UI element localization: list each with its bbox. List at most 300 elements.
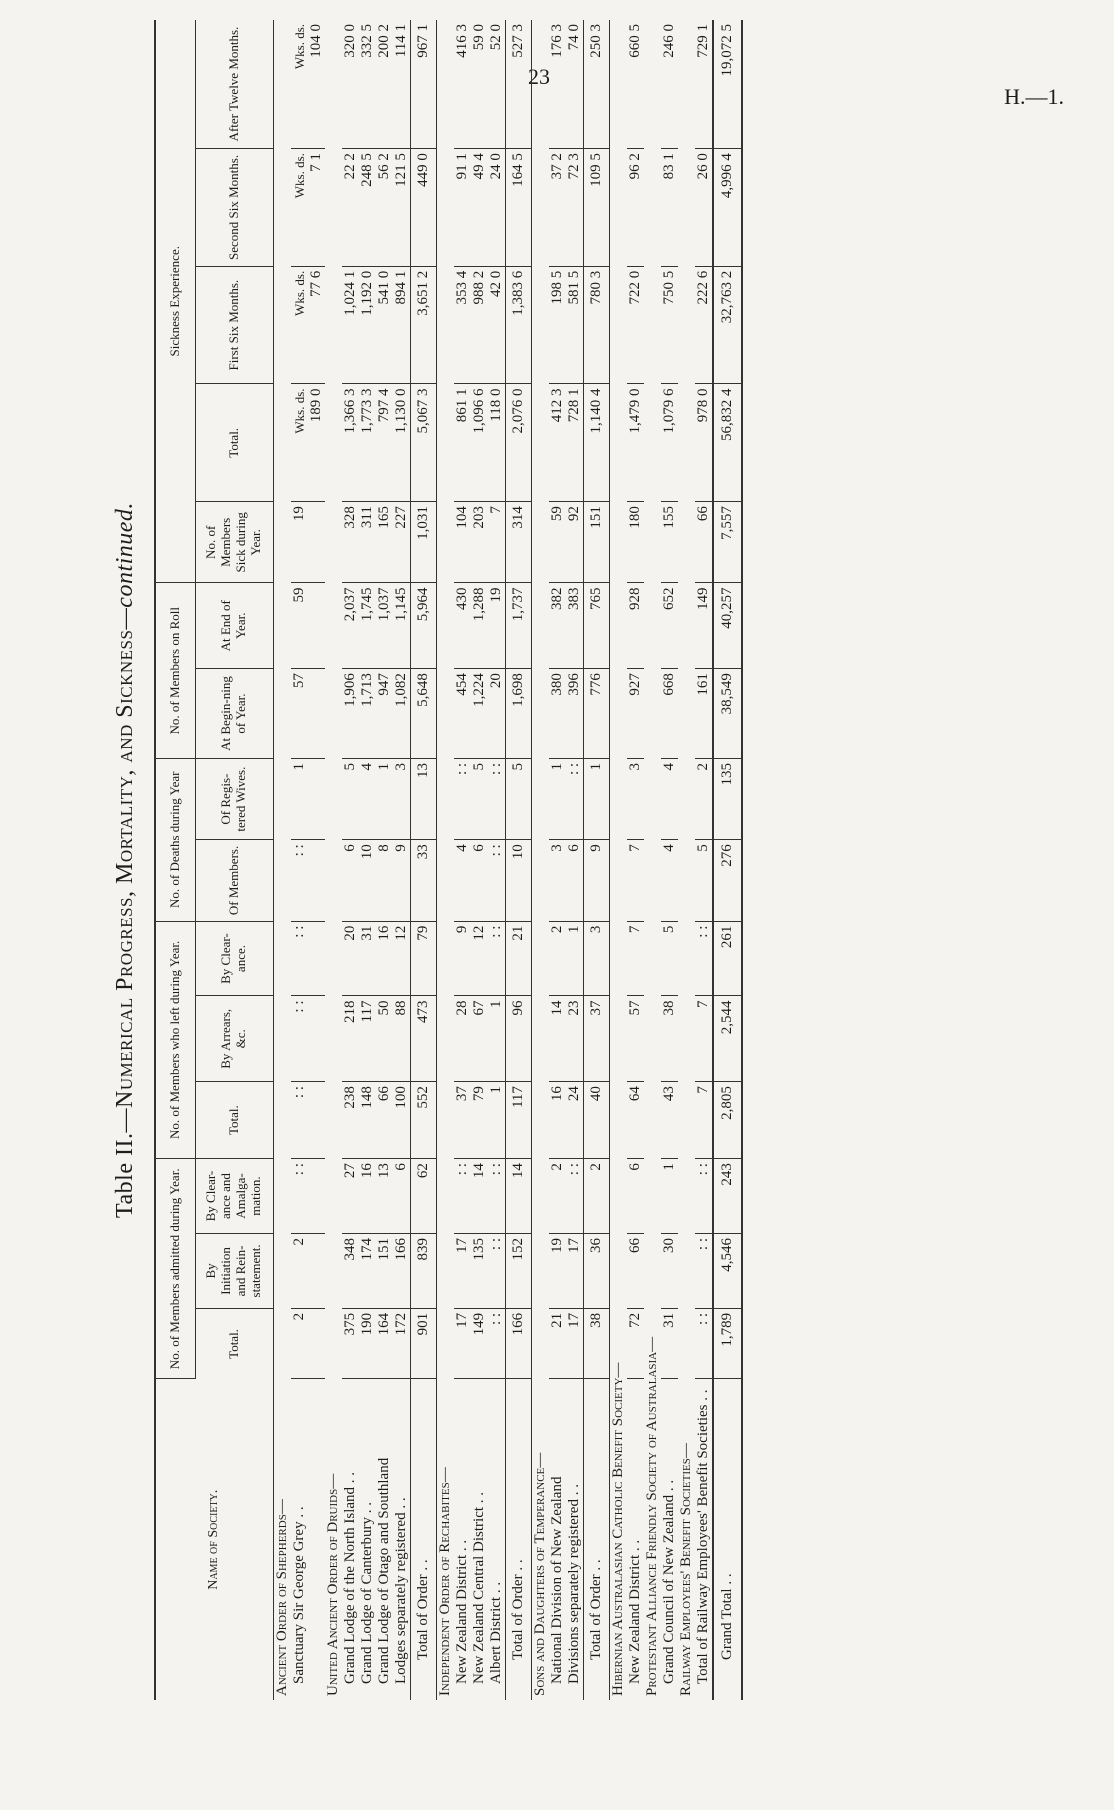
cell-deaths-members: 9: [393, 840, 411, 921]
cell-sick-count: 165: [376, 502, 393, 583]
cell-left-total: 117: [505, 1082, 531, 1159]
cell-left-arrears: 37: [583, 996, 609, 1082]
grand-total-row: [713, 20, 742, 1700]
cell-sick-after-twelve: 250 3: [583, 20, 609, 149]
header-left-clearance: By Clear-ance.: [195, 921, 273, 996]
cell-deaths-wives: 1: [549, 758, 566, 839]
cell-sick-count: 19: [291, 502, 325, 583]
cell-admitted-total: 190: [359, 1308, 376, 1379]
cell-sick-second-six: 72 3: [566, 149, 584, 267]
cell-roll-beginning: 396: [566, 669, 584, 759]
table-row: [291, 20, 325, 1700]
cell-left-arrears: 7: [695, 996, 713, 1082]
table-caption-main: Numerical Progress, Mortality, and Sickness: [112, 629, 138, 1108]
cell-sick-after-twelve: 527 3: [505, 20, 531, 149]
cell-deaths-members: 276: [713, 840, 742, 921]
cell-sick-after-twelve: 176 3: [549, 20, 566, 149]
cell-deaths-wives: 135: [713, 758, 742, 839]
table-caption: [100, 20, 150, 1700]
cell-sick-second-six: 24 0: [488, 149, 506, 267]
society-name-cell: Ancient Order of Shepherds—: [273, 1499, 290, 1696]
table-row: [695, 20, 713, 1700]
cell-left-clearance: 1: [566, 921, 584, 996]
statistics-table: [154, 20, 743, 1700]
header-sick-count: No. of Members Sick during Year.: [195, 502, 273, 583]
cell-sick-total: 5,067 3: [410, 384, 436, 502]
cell-sick-first-six: Wks. ds. 77 6: [291, 266, 325, 384]
cell-roll-beginning: 5,648: [410, 669, 436, 759]
cell-roll-end: 149: [695, 583, 713, 669]
cell-left-clearance: 31: [359, 921, 376, 996]
cell-left-total: 64: [627, 1082, 644, 1159]
society-name-cell: Independent Order of Rechabites—: [436, 1467, 453, 1696]
header-admitted-initiation: By Initiation and Rein-statement.: [195, 1234, 273, 1309]
cell-roll-beginning: 161: [695, 669, 713, 759]
cell-roll-end: 1,037: [376, 583, 393, 669]
cell-admitted-total: 172: [393, 1308, 411, 1379]
cell-deaths-wives: 2: [695, 758, 713, 839]
cell-sick-first-six: 988 2: [471, 266, 488, 384]
cell-roll-end: 430: [454, 583, 471, 669]
cell-left-clearance: 7: [627, 921, 644, 996]
cell-sick-count: 328: [342, 502, 359, 583]
cell-sick-total: 1,366 3: [342, 384, 359, 502]
cell-sick-second-six: 96 2: [627, 149, 644, 267]
cell-sick-first-six: 1,024 1: [342, 266, 359, 384]
cell-deaths-members: 10: [505, 840, 531, 921]
cell-admitted-initiation: 17: [454, 1234, 471, 1309]
table-row: [627, 20, 644, 1700]
cell-sick-after-twelve: 416 3: [454, 20, 471, 149]
society-name-cell: Total of Railway Employees' Benefit Societies . .: [694, 1389, 711, 1684]
cell-roll-beginning: 38,549: [713, 669, 742, 759]
cell-sick-count: 203: [471, 502, 488, 583]
cell-sick-after-twelve: 74 0: [566, 20, 584, 149]
cell-sick-after-twelve: 660 5: [627, 20, 644, 149]
society-heading-row: [609, 20, 627, 1700]
cell-left-total: 2,805: [713, 1082, 742, 1159]
cell-sick-after-twelve: 729 1: [695, 20, 713, 149]
rotated-table-page: [100, 20, 1110, 1700]
cell-left-clearance: 2: [549, 921, 566, 996]
cell-admitted-clearance: 6: [627, 1159, 644, 1234]
header-admitted-clearance: By Clear-ance and Amalga-mation.: [195, 1159, 273, 1234]
cell-admitted-total: 166: [505, 1308, 531, 1379]
cell-left-clearance: 3: [583, 921, 609, 996]
cell-sick-second-six: Wks. ds. 7 1: [291, 149, 325, 267]
cell-deaths-wives: 3: [393, 758, 411, 839]
cell-sick-first-six: 42 0: [488, 266, 506, 384]
cell-deaths-wives: 1: [291, 758, 325, 839]
cell-left-total: : :: [291, 1082, 325, 1159]
cell-left-total: 24: [566, 1082, 584, 1159]
society-name-cell: Grand Lodge of the North Island . .: [341, 1471, 358, 1684]
cell-sick-first-six: 750 5: [661, 266, 678, 384]
cell-left-arrears: 1: [488, 996, 506, 1082]
cell-left-arrears: 28: [454, 996, 471, 1082]
cell-sick-first-six: 780 3: [583, 266, 609, 384]
cell-deaths-wives: : :: [454, 758, 471, 839]
cell-sick-count: 92: [566, 502, 584, 583]
cell-sick-second-six: 56 2: [376, 149, 393, 267]
cell-left-arrears: 88: [393, 996, 411, 1082]
cell-left-arrears: 23: [566, 996, 584, 1082]
cell-sick-first-six: 198 5: [549, 266, 566, 384]
cell-sick-after-twelve: 200 2: [376, 20, 393, 149]
cell-admitted-clearance: 243: [713, 1159, 742, 1234]
cell-roll-beginning: 668: [661, 669, 678, 759]
society-name-cell: Lodges separately registered . .: [392, 1497, 409, 1684]
header-left-total: Total.: [195, 1082, 273, 1159]
cell-left-clearance: 20: [342, 921, 359, 996]
cell-deaths-members: 33: [410, 840, 436, 921]
header-roll-beginning: At Begin-ning of Year.: [195, 669, 273, 759]
cell-admitted-initiation: 135: [471, 1234, 488, 1309]
cell-deaths-members: 4: [454, 840, 471, 921]
weeks-days-unit-label: Wks. ds.: [291, 270, 307, 316]
cell-sick-count: 66: [695, 502, 713, 583]
cell-admitted-initiation: 174: [359, 1234, 376, 1309]
cell-sick-first-six: 1,383 6: [505, 266, 531, 384]
cell-admitted-total: : :: [488, 1308, 506, 1379]
table-caption-prefix: Table II.—: [112, 1108, 138, 1218]
cell-sick-count: 311: [359, 502, 376, 583]
cell-roll-end: 19: [488, 583, 506, 669]
society-name-cell: Grand Total . .: [713, 1379, 742, 1700]
cell-deaths-wives: 1: [583, 758, 609, 839]
cell-left-clearance: 21: [505, 921, 531, 996]
cell-roll-beginning: 380: [549, 669, 566, 759]
weeks-days-unit-label: Wks. ds.: [291, 24, 307, 70]
cell-sick-after-twelve: 320 0: [342, 20, 359, 149]
cell-left-clearance: 12: [471, 921, 488, 996]
cell-admitted-initiation: : :: [695, 1234, 713, 1309]
cell-sick-first-six: 722 0: [627, 266, 644, 384]
cell-admitted-initiation: 30: [661, 1234, 678, 1309]
society-name-cell: Railway Employees' Benefit Societies—: [677, 1443, 694, 1696]
table-body: [273, 20, 742, 1700]
cell-sick-count: 59: [549, 502, 566, 583]
cell-admitted-initiation: 152: [505, 1234, 531, 1309]
cell-sick-total: 797 4: [376, 384, 393, 502]
cell-sick-total: 1,140 4: [583, 384, 609, 502]
cell-admitted-clearance: : :: [695, 1159, 713, 1234]
cell-admitted-total: 38: [583, 1308, 609, 1379]
cell-left-clearance: : :: [291, 921, 325, 996]
cell-sick-second-six: 26 0: [695, 149, 713, 267]
cell-left-total: 40: [583, 1082, 609, 1159]
cell-roll-end: 5,964: [410, 583, 436, 669]
page-reference: H.—1.: [1004, 84, 1064, 109]
cell-deaths-wives: 5: [471, 758, 488, 839]
cell-left-arrears: 117: [359, 996, 376, 1082]
cell-left-arrears: 2,544: [713, 996, 742, 1082]
cell-admitted-clearance: 1: [661, 1159, 678, 1234]
cell-sick-total: 1,130 0: [393, 384, 411, 502]
society-heading-row: [273, 20, 291, 1700]
cell-deaths-wives: 3: [627, 758, 644, 839]
cell-left-clearance: 12: [393, 921, 411, 996]
cell-sick-second-six: 37 2: [549, 149, 566, 267]
society-name-cell: Sanctuary Sir George Grey . .: [290, 1506, 307, 1684]
cell-admitted-initiation: 36: [583, 1234, 609, 1309]
cell-admitted-total: 31: [661, 1308, 678, 1379]
cell-left-total: 238: [342, 1082, 359, 1159]
cell-sick-total: 1,479 0: [627, 384, 644, 502]
cell-roll-end: 40,257: [713, 583, 742, 669]
cell-sick-second-six: 449 0: [410, 149, 436, 267]
cell-admitted-clearance: 14: [505, 1159, 531, 1234]
header-deaths-members: Of Members.: [195, 840, 273, 921]
cell-sick-count: 227: [393, 502, 411, 583]
cell-left-clearance: 79: [410, 921, 436, 996]
cell-admitted-total: 2: [291, 1308, 325, 1379]
header-left-group: No. of Members who left during Year.: [155, 921, 195, 1159]
cell-sick-first-six: 894 1: [393, 266, 411, 384]
cell-admitted-initiation: 839: [410, 1234, 436, 1309]
cell-admitted-total: 72: [627, 1308, 644, 1379]
cell-sick-second-six: 91 1: [454, 149, 471, 267]
cell-admitted-clearance: 2: [549, 1159, 566, 1234]
cell-deaths-members: 6: [566, 840, 584, 921]
cell-sick-second-six: 164 5: [505, 149, 531, 267]
cell-sick-first-six: 3,651 2: [410, 266, 436, 384]
weeks-days-unit-label: Wks. ds.: [291, 388, 307, 434]
society-name-cell: Total of Order . .: [505, 1379, 531, 1700]
cell-roll-end: 652: [661, 583, 678, 669]
cell-sick-after-twelve: 246 0: [661, 20, 678, 149]
cell-admitted-clearance: 6: [393, 1159, 411, 1234]
cell-left-arrears: : :: [291, 996, 325, 1082]
society-name-cell: New Zealand District . .: [453, 1539, 470, 1684]
cell-left-arrears: 67: [471, 996, 488, 1082]
society-name-cell: Total of Order . .: [410, 1379, 436, 1700]
cell-roll-end: 928: [627, 583, 644, 669]
cell-sick-second-six: 4,996 4: [713, 149, 742, 267]
cell-sick-after-twelve: 332 5: [359, 20, 376, 149]
cell-deaths-wives: 5: [342, 758, 359, 839]
cell-sick-count: 151: [583, 502, 609, 583]
cell-sick-total: 1,773 3: [359, 384, 376, 502]
cell-sick-first-six: 581 5: [566, 266, 584, 384]
cell-deaths-wives: 5: [505, 758, 531, 839]
cell-sick-after-twelve: 59 0: [471, 20, 488, 149]
cell-left-total: 43: [661, 1082, 678, 1159]
cell-roll-end: 1,745: [359, 583, 376, 669]
weeks-days-unit-label: Wks. ds.: [291, 153, 307, 199]
cell-left-clearance: 16: [376, 921, 393, 996]
society-name-cell: Sons and Daughters of Temperance—: [531, 1452, 548, 1696]
cell-sick-after-twelve: 52 0: [488, 20, 506, 149]
cell-sick-total: 1,096 6: [471, 384, 488, 502]
society-name-cell: Hibernian Australasian Catholic Benefit Society—: [609, 1362, 626, 1696]
cell-sick-total: 978 0: [695, 384, 713, 502]
cell-sick-count: 314: [505, 502, 531, 583]
cell-left-clearance: 9: [454, 921, 471, 996]
cell-roll-beginning: 57: [291, 669, 325, 759]
cell-sick-first-six: 541 0: [376, 266, 393, 384]
table-row: [549, 20, 566, 1700]
cell-roll-beginning: 947: [376, 669, 393, 759]
table-row: [342, 20, 359, 1700]
header-sick-total: Total.: [195, 384, 273, 502]
cell-deaths-wives: 4: [359, 758, 376, 839]
cell-left-arrears: 50: [376, 996, 393, 1082]
society-name-cell: New Zealand District . .: [626, 1539, 643, 1684]
cell-admitted-clearance: : :: [291, 1159, 325, 1234]
header-admitted-total: Total.: [195, 1308, 273, 1379]
table-row: [661, 20, 678, 1700]
cell-admitted-initiation: 66: [627, 1234, 644, 1309]
cell-deaths-members: : :: [291, 840, 325, 921]
cell-deaths-members: 6: [471, 840, 488, 921]
cell-sick-after-twelve: 967 1: [410, 20, 436, 149]
cell-admitted-initiation: : :: [488, 1234, 506, 1309]
cell-deaths-wives: 1: [376, 758, 393, 839]
cell-sick-second-six: 49 4: [471, 149, 488, 267]
header-sick-first-six: First Six Months.: [195, 266, 273, 384]
cell-deaths-members: 10: [359, 840, 376, 921]
cell-left-clearance: 5: [661, 921, 678, 996]
cell-roll-beginning: 1,713: [359, 669, 376, 759]
table-row: [488, 20, 506, 1700]
cell-left-total: 552: [410, 1082, 436, 1159]
society-name-cell: Grand Council of New Zealand . .: [660, 1479, 677, 1684]
header-deaths-group: No. of Deaths during Year: [155, 758, 195, 921]
cell-admitted-clearance: 14: [471, 1159, 488, 1234]
cell-admitted-initiation: 4,546: [713, 1234, 742, 1309]
header-sick-second-six: Second Six Months.: [195, 149, 273, 267]
cell-admitted-clearance: : :: [566, 1159, 584, 1234]
table-row: [359, 20, 376, 1700]
society-heading-row: [531, 20, 549, 1700]
cell-admitted-clearance: 27: [342, 1159, 359, 1234]
cell-left-arrears: 57: [627, 996, 644, 1082]
cell-admitted-total: 375: [342, 1308, 359, 1379]
cell-sick-count: 104: [454, 502, 471, 583]
cell-roll-end: 765: [583, 583, 609, 669]
society-heading-row: [678, 20, 695, 1700]
cell-left-arrears: 38: [661, 996, 678, 1082]
cell-admitted-initiation: 151: [376, 1234, 393, 1309]
society-name-cell: Grand Lodge of Otago and Southland: [375, 1457, 392, 1684]
cell-roll-beginning: 1,082: [393, 669, 411, 759]
cell-admitted-clearance: 2: [583, 1159, 609, 1234]
cell-sick-after-twelve: 19,072 5: [713, 20, 742, 149]
cell-sick-second-six: 22 2: [342, 149, 359, 267]
order-total-row: [410, 20, 436, 1700]
cell-left-total: 7: [695, 1082, 713, 1159]
cell-sick-second-six: 83 1: [661, 149, 678, 267]
cell-sick-first-six: 1,192 0: [359, 266, 376, 384]
cell-admitted-clearance: 16: [359, 1159, 376, 1234]
cell-sick-total: 118 0: [488, 384, 506, 502]
society-name-cell: Albert District . .: [487, 1581, 504, 1684]
table-row: [393, 20, 411, 1700]
cell-admitted-total: 21: [549, 1308, 566, 1379]
cell-sick-first-six: 353 4: [454, 266, 471, 384]
cell-admitted-clearance: 13: [376, 1159, 393, 1234]
header-roll-end: At End of Year.: [195, 583, 273, 669]
cell-admitted-initiation: 2: [291, 1234, 325, 1309]
cell-admitted-total: 164: [376, 1308, 393, 1379]
cell-roll-beginning: 1,698: [505, 669, 531, 759]
cell-admitted-initiation: 166: [393, 1234, 411, 1309]
cell-sick-count: 7: [488, 502, 506, 583]
cell-sick-second-six: 248 5: [359, 149, 376, 267]
cell-roll-end: 1,145: [393, 583, 411, 669]
cell-roll-beginning: 454: [454, 669, 471, 759]
cell-admitted-total: 901: [410, 1308, 436, 1379]
header-left-arrears: By Arrears, &c.: [195, 996, 273, 1082]
cell-left-total: 1: [488, 1082, 506, 1159]
cell-roll-beginning: 776: [583, 669, 609, 759]
cell-admitted-clearance: : :: [488, 1159, 506, 1234]
cell-sick-second-six: 121 5: [393, 149, 411, 267]
society-name-cell: Grand Lodge of Canterbury . .: [358, 1501, 375, 1684]
cell-deaths-members: 4: [661, 840, 678, 921]
society-name-cell: Divisions separately registered . .: [565, 1484, 582, 1684]
cell-deaths-members: 6: [342, 840, 359, 921]
header-sick-after-twelve: After Twelve Months.: [195, 20, 273, 149]
cell-roll-end: 1,288: [471, 583, 488, 669]
cell-sick-total: 1,079 6: [661, 384, 678, 502]
cell-admitted-clearance: : :: [454, 1159, 471, 1234]
society-heading-row: [325, 20, 342, 1700]
society-name-cell: Protestant Alliance Friendly Society of Australasia—: [643, 1336, 660, 1696]
cell-roll-end: 383: [566, 583, 584, 669]
cell-sick-first-six: 32,763 2: [713, 266, 742, 384]
table-row: [454, 20, 471, 1700]
cell-sick-total: 861 1: [454, 384, 471, 502]
cell-deaths-wives: 13: [410, 758, 436, 839]
cell-sick-total: Wks. ds. 189 0: [291, 384, 325, 502]
cell-left-arrears: 218: [342, 996, 359, 1082]
cell-left-total: 79: [471, 1082, 488, 1159]
cell-left-arrears: 473: [410, 996, 436, 1082]
cell-left-clearance: : :: [488, 921, 506, 996]
cell-left-total: 148: [359, 1082, 376, 1159]
header-admitted-group: No. of Members admitted during Year.: [155, 1159, 195, 1379]
cell-deaths-wives: : :: [488, 758, 506, 839]
cell-deaths-members: 5: [695, 840, 713, 921]
cell-left-total: 100: [393, 1082, 411, 1159]
cell-admitted-initiation: 348: [342, 1234, 359, 1309]
table-row: [566, 20, 584, 1700]
header-sickness-group: Sickness Experience.: [155, 20, 195, 583]
header-deaths-wives: Of Regis-tered Wives.: [195, 758, 273, 839]
cell-sick-total: 2,076 0: [505, 384, 531, 502]
cell-sick-total: 728 1: [566, 384, 584, 502]
cell-sick-total: 412 3: [549, 384, 566, 502]
cell-sick-first-six: 222 6: [695, 266, 713, 384]
cell-roll-beginning: 927: [627, 669, 644, 759]
order-total-row: [583, 20, 609, 1700]
society-name-cell: National Division of New Zealand: [548, 1476, 565, 1684]
cell-deaths-wives: : :: [566, 758, 584, 839]
cell-roll-beginning: 1,224: [471, 669, 488, 759]
cell-sick-after-twelve: Wks. ds. 104 0: [291, 20, 325, 149]
cell-left-total: 66: [376, 1082, 393, 1159]
cell-sick-after-twelve: 114 1: [393, 20, 411, 149]
society-name-cell: Total of Order . .: [583, 1379, 609, 1700]
cell-admitted-initiation: 19: [549, 1234, 566, 1309]
cell-roll-end: 2,037: [342, 583, 359, 669]
cell-roll-end: 59: [291, 583, 325, 669]
cell-admitted-initiation: 17: [566, 1234, 584, 1309]
cell-admitted-total: 149: [471, 1308, 488, 1379]
cell-admitted-total: 17: [566, 1308, 584, 1379]
